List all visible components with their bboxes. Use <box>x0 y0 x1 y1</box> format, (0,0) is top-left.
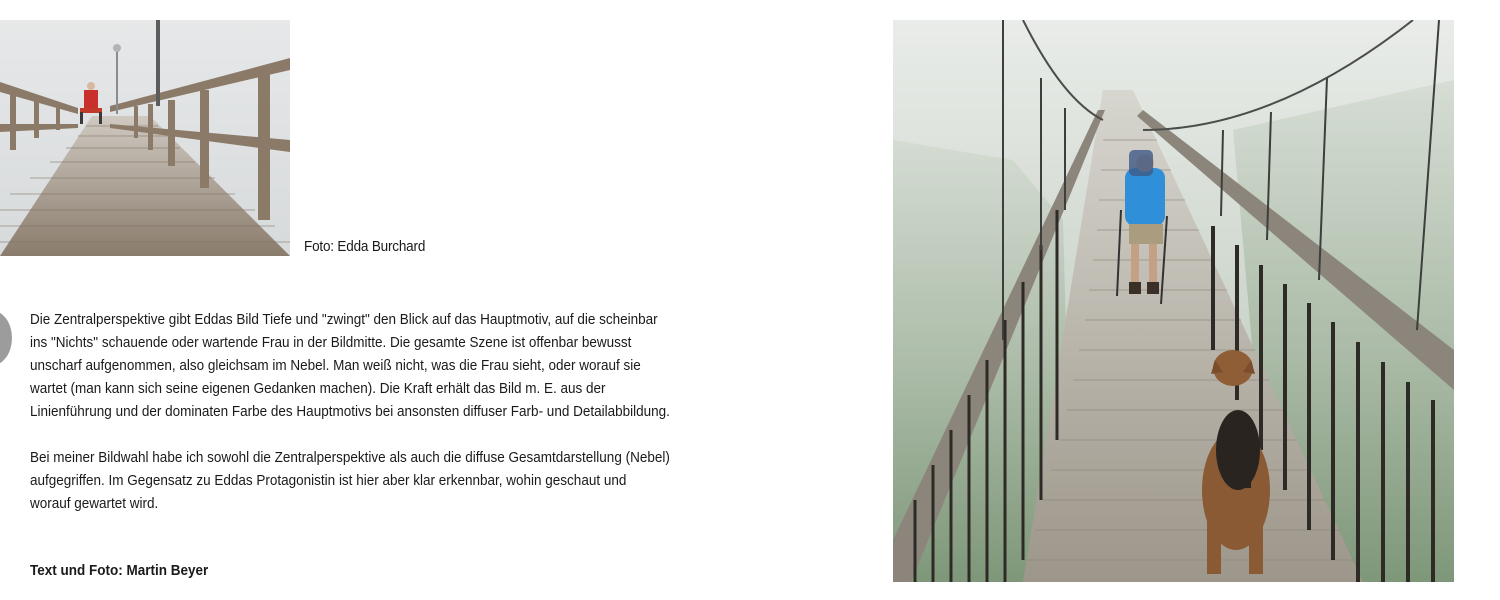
article-text <box>30 308 714 515</box>
bridge-photo <box>893 20 1454 582</box>
paragraph-2-line: aufgegriffen. Im Gegensatz zu Eddas Protagonistin ist hier aber klar erkennbar, wohin geschaut und <box>30 472 627 489</box>
photo-caption: Foto: Edda Burchard <box>304 238 426 255</box>
drop-cap-decoration <box>0 310 12 366</box>
paragraph-1-line: ins "Nichts" schauende oder wartende Frau in der Bildmitte. Die gesamte Szene ist offenbar bewusst <box>30 334 632 351</box>
paragraph-1-line: Linienführung und der dominaten Farbe des Hauptmotivs bei ansonsten diffuser Farb- und Detailabbildung. <box>30 403 670 420</box>
pier-photo <box>0 20 290 256</box>
paragraph-1-line: Die Zentralperspektive gibt Eddas Bild Tiefe und "zwingt" den Blick auf das Hauptmotiv, auf die scheinbar <box>30 311 658 328</box>
paragraph-2-line: worauf gewartet wird. <box>30 495 159 512</box>
paragraph-1-line: wartet (man kann sich seine eigenen Gedanken machen). Die Kraft erhält das Bild m. E. aus der <box>30 380 606 397</box>
paragraph-2-line: Bei meiner Bildwahl habe ich sowohl die Zentralperspektive als auch die diffuse Gesamtdarstellung (Nebel) <box>30 449 670 466</box>
paragraph-1-line: unscharf aufgenommen, also gleichsam im Nebel. Man weiß nicht, was die Frau sieht, oder worauf sie <box>30 357 641 374</box>
author-credit: Text und Foto: Martin Beyer <box>30 562 209 579</box>
